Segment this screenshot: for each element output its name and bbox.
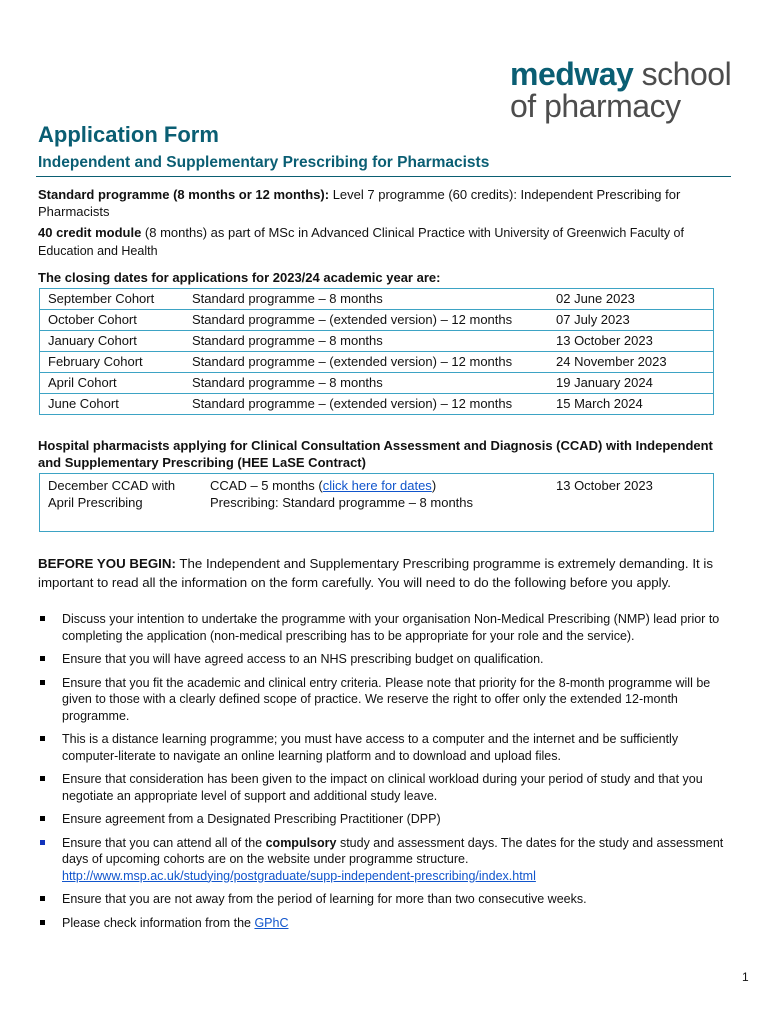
bullet-icon xyxy=(40,776,45,781)
module-40-text xyxy=(38,224,733,260)
bullet-icon xyxy=(40,616,45,621)
list-item-text: Ensure that you will have agreed access to an NHS prescribing budget on qualification. xyxy=(62,652,544,666)
cohort-row xyxy=(40,289,714,310)
closing-dates-heading: The closing dates for applications for 2023/24 academic year are: xyxy=(38,270,441,285)
requirements-list xyxy=(38,611,728,938)
cohort-name: June Cohort xyxy=(48,396,119,411)
module-40-desc-2: with University of Greenwich Faculty of Education and Health xyxy=(38,226,684,258)
ccad-line1-post: ) xyxy=(431,478,437,493)
bullet-icon xyxy=(40,680,45,685)
list-item-text: Discuss your intention to undertake the programme with your organisation Non-Medical Prescribing (NMP) lead prior to completing the application (non-medical prescribing has to be appropriate for your role and the service). xyxy=(62,612,720,643)
title-divider xyxy=(36,176,731,177)
cohort-name: October Cohort xyxy=(40,310,185,331)
compulsory-pre: Ensure that you can attend all of the xyxy=(62,835,266,850)
programme-structure-link[interactable]: http://www.msp.ac.uk/studying/postgraduate/supp-independent-prescribing/index.html xyxy=(62,868,536,883)
compulsory-bold: compulsory xyxy=(265,835,337,850)
module-40-label: 40 credit module xyxy=(38,225,142,240)
ccad-dates-link[interactable]: click here for dates xyxy=(322,478,432,493)
cohort-row xyxy=(40,310,714,331)
ccad-date: 13 October 2023 xyxy=(556,478,653,493)
cohort-date: 19 January 2024 xyxy=(548,373,714,394)
standard-programme-text xyxy=(38,186,733,220)
list-item xyxy=(38,811,728,828)
page-number: 1 xyxy=(742,970,749,984)
list-item-compulsory xyxy=(38,835,728,885)
list-item xyxy=(38,731,728,764)
before-you-begin xyxy=(38,554,733,592)
cohort-date: 15 March 2024 xyxy=(556,396,643,411)
page-subtitle: Independent and Supplementary Prescribing for Pharmacists xyxy=(38,154,490,171)
cohort-row xyxy=(40,352,714,373)
cohort-name: September Cohort xyxy=(40,289,185,310)
cohort-date: 13 October 2023 xyxy=(548,331,714,352)
ccad-table xyxy=(39,473,714,532)
cohort-row xyxy=(40,394,714,415)
logo-pharmacy: of pharmacy xyxy=(510,88,681,124)
cohort-programme: Standard programme – (extended version) – 12 months xyxy=(192,396,513,411)
cohort-row xyxy=(40,331,714,352)
ccad-line1-pre: CCAD – 5 months ( xyxy=(210,478,323,493)
cohort-date: 02 June 2023 xyxy=(548,289,714,310)
ccad-row xyxy=(40,474,714,532)
list-item xyxy=(38,651,728,668)
bullet-icon xyxy=(40,656,45,661)
standard-programme-desc: Level 7 programme (60 credits): Independent Prescribing for Pharmacists xyxy=(38,187,681,219)
ccad-cohort: December CCAD with April Prescribing xyxy=(48,478,176,510)
page-title: Application Form xyxy=(38,122,219,147)
cohort-name: February Cohort xyxy=(40,352,185,373)
bullet-icon xyxy=(40,736,45,741)
list-item-text: Ensure that consideration has been given to the impact on clinical workload during your period of study and that you negotiate an appropriate level of support and additional study leave. xyxy=(62,772,703,803)
away-text: Ensure that you are not away from the period of learning for more than two consecutive weeks. xyxy=(62,892,587,906)
gphc-link[interactable]: GPhC xyxy=(254,915,289,930)
cohort-name: January Cohort xyxy=(40,331,185,352)
list-item-text: Ensure agreement from a Designated Prescribing Practitioner (DPP) xyxy=(62,812,441,826)
before-you-begin-text: The Independent and Supplementary Prescribing programme is extremely demanding. It is important to read all the information on the form carefully. You will need to do the following before you apply. xyxy=(38,556,714,590)
cohort-programme: Standard programme – 8 months xyxy=(184,289,548,310)
module-40-desc: (8 months) as part of MSc in Advanced Clinical Practice xyxy=(141,225,469,240)
medway-logo xyxy=(510,58,760,122)
cohort-date: 07 July 2023 xyxy=(548,310,714,331)
list-item-gphc xyxy=(38,915,728,932)
bullet-icon xyxy=(40,896,45,901)
before-you-begin-label: BEFORE YOU BEGIN: xyxy=(38,556,176,571)
cohort-programme: Standard programme – (extended version) – 12 months xyxy=(184,310,548,331)
ccad-line2: Prescribing: Standard programme – 8 months xyxy=(210,495,474,510)
cohort-date: 24 November 2023 xyxy=(548,352,714,373)
list-item-text: Ensure that you fit the academic and clinical entry criteria. Please note that priority for the 8-month programme will be given to those with a clearly defined scope of practice. We reserve the right to offer only the extended 12-month programme. xyxy=(62,675,711,723)
list-item xyxy=(38,675,728,725)
standard-programme-label: Standard programme (8 months or 12 months): xyxy=(38,187,330,202)
list-item xyxy=(38,771,728,804)
logo-brand: medway xyxy=(510,56,634,92)
cohort-programme: Standard programme – 8 months xyxy=(184,331,548,352)
ccad-programme xyxy=(202,474,548,532)
closing-dates-table xyxy=(39,288,714,415)
cohort-programme: Standard programme – (extended version) – 12 months xyxy=(184,352,548,373)
list-item-text: This is a distance learning programme; you must have access to a computer and the internet and be sufficiently computer-literate to navigate an online learning platform and to download and upload files. xyxy=(62,732,679,763)
bullet-icon xyxy=(40,840,45,845)
bullet-icon xyxy=(40,920,45,925)
compulsory-post: study and assessment days. The dates for the study and assessment days of upcoming cohorts are on the website under programme structure. xyxy=(62,835,724,866)
bullet-icon xyxy=(40,816,45,821)
list-item-away xyxy=(38,891,728,908)
logo-school: school xyxy=(633,56,732,92)
gphc-pre: Please check information from the xyxy=(62,915,255,930)
cohort-programme: Standard programme – 8 months xyxy=(184,373,548,394)
cohort-row xyxy=(40,373,714,394)
list-item xyxy=(38,611,728,644)
cohort-name: April Cohort xyxy=(40,373,185,394)
ccad-heading: Hospital pharmacists applying for Clinical Consultation Assessment and Diagnosis (CCAD) with Independent and Supplementary Prescribing (HEE LaSE Contract) xyxy=(38,438,713,470)
